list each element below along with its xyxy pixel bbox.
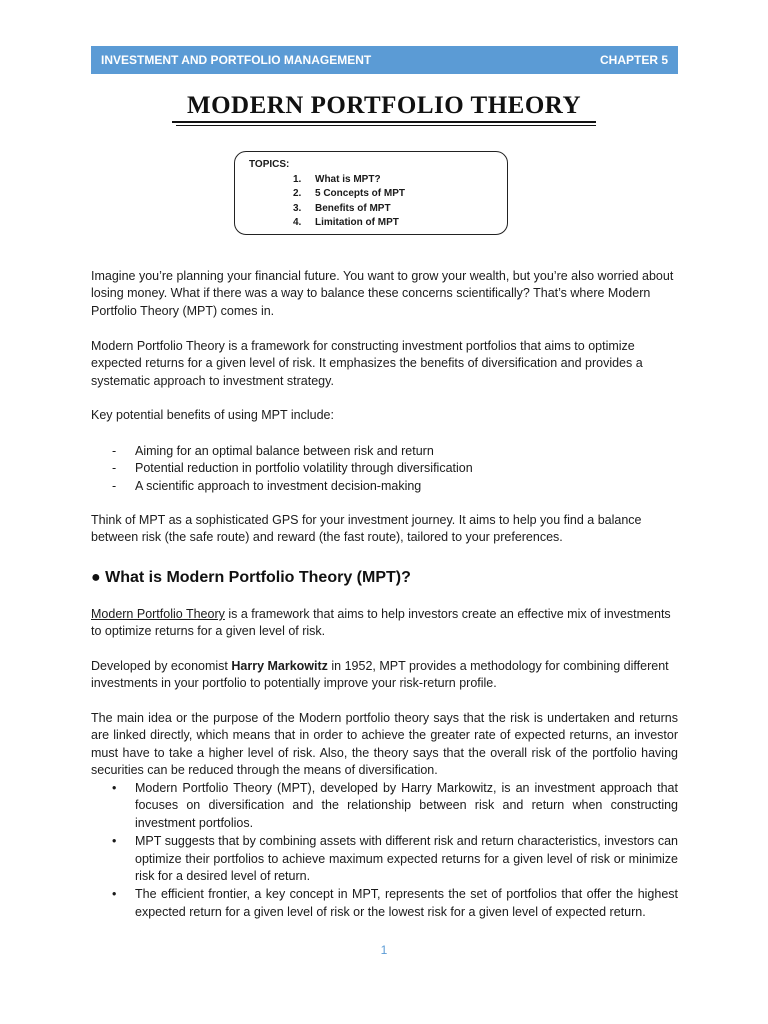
benefit-item: - A scientific approach to investment decision-making <box>112 478 422 493</box>
mpt-definition-paragraph: Modern Portfolio Theory is a framework for constructing investment portfolios that aims to optimize expected returns for a given level of risk. It emphasizes the benefits of diversification and provides a systematic approach to investment strategy. <box>91 339 643 388</box>
benefit-item: - Aiming for an optimal balance between risk and return <box>112 444 434 458</box>
definition-term: Modern Portfolio Theory <box>91 607 225 621</box>
chapter-label: CHAPTER 5 <box>599 53 668 67</box>
benefits-intro: Key potential benefits of using MPT include: <box>91 408 334 422</box>
mpt-bullet-list <box>112 780 678 922</box>
topic-number: 2. <box>293 188 302 200</box>
bullet-item: • MPT suggests that by combining assets with different risk and return characteristics, investors can optimize their portfolios to achieve maximum expected returns for a given level of risk or minimize risk for a desired level of return. <box>112 833 678 885</box>
page-number: 1 <box>380 943 388 957</box>
page-title: MODERN PORTFOLIO THEORY <box>186 92 582 119</box>
topic-label: 5 Concepts of MPT <box>315 188 406 200</box>
benefit-item: - Potential reduction in portfolio volatility through diversification <box>112 461 473 476</box>
section-heading: ● What is Modern Portfolio Theory (MPT)? <box>91 569 411 586</box>
topic-number: 4. <box>293 216 302 228</box>
topic-label: Benefits of MPT <box>315 202 391 214</box>
topics-heading: TOPICS: <box>249 159 290 170</box>
topics-box <box>234 151 508 235</box>
main-idea-paragraph: The main idea or the purpose of the Modern portfolio theory says that the risk is undertaken and returns are linked directly, which means that in order to achieve the greater rate of expected returns, an investor must have to take a higher level of risk. Also, the theory says that the overall risk of the portfolio having securities can be reduced through the means of diversification. <box>91 711 678 778</box>
topic-number: 3. <box>293 202 302 214</box>
developer-paragraph: Developed by economist Harry Markowitz in 1952, MPT provides a methodology for combining different investments in your portfolio to potentially improve your risk-return profile. <box>91 659 669 691</box>
definition-paragraph: Modern Portfolio Theory is a framework that aims to help investors create an effective mix of investments to optimize returns for a given level of risk. <box>91 607 671 639</box>
bullet-item: • Modern Portfolio Theory (MPT), developed by Harry Markowitz, is an investment approach that focuses on diversification and the relationship between risk and return when constructing investment portfolios. <box>112 780 678 832</box>
topics-list <box>293 173 405 230</box>
bullet-icon: • <box>112 834 117 849</box>
bullet-item: • The efficient frontier, a key concept in MPT, represents the set of portfolios that offer the highest expected return for a given level of risk or the lowest risk for a given level of expected return. <box>112 886 678 921</box>
benefits-list <box>112 443 672 495</box>
developer-name: Harry Markowitz <box>231 659 328 673</box>
chapter-header-bar <box>91 46 678 74</box>
title-underline <box>172 121 596 123</box>
topic-number: 1. <box>293 174 302 185</box>
title-underline-thin <box>176 125 596 126</box>
bullet-icon: • <box>112 887 117 902</box>
intro-paragraph: Imagine you’re planning your financial future. You want to grow your wealth, but you’re also worried about losing money. What if there was a way to balance these concerns scientifically? That’s where Modern Portfolio Theory (MPT) comes in. <box>91 269 674 318</box>
topic-item <box>293 173 405 187</box>
course-title: INVESTMENT AND PORTFOLIO MANAGEMENT <box>101 53 372 67</box>
topic-label: Limitation of MPT <box>315 216 399 228</box>
topic-label: What is MPT? <box>315 174 381 185</box>
bullet-icon: • <box>112 781 117 795</box>
topic-item <box>293 187 405 201</box>
gps-paragraph: Think of MPT as a sophisticated GPS for your investment journey. It aims to help you find a balance between risk (the safe route) and reward (the fast route), tailored to your preferences. <box>91 513 642 545</box>
topic-item <box>293 202 405 216</box>
topic-item <box>293 216 405 230</box>
